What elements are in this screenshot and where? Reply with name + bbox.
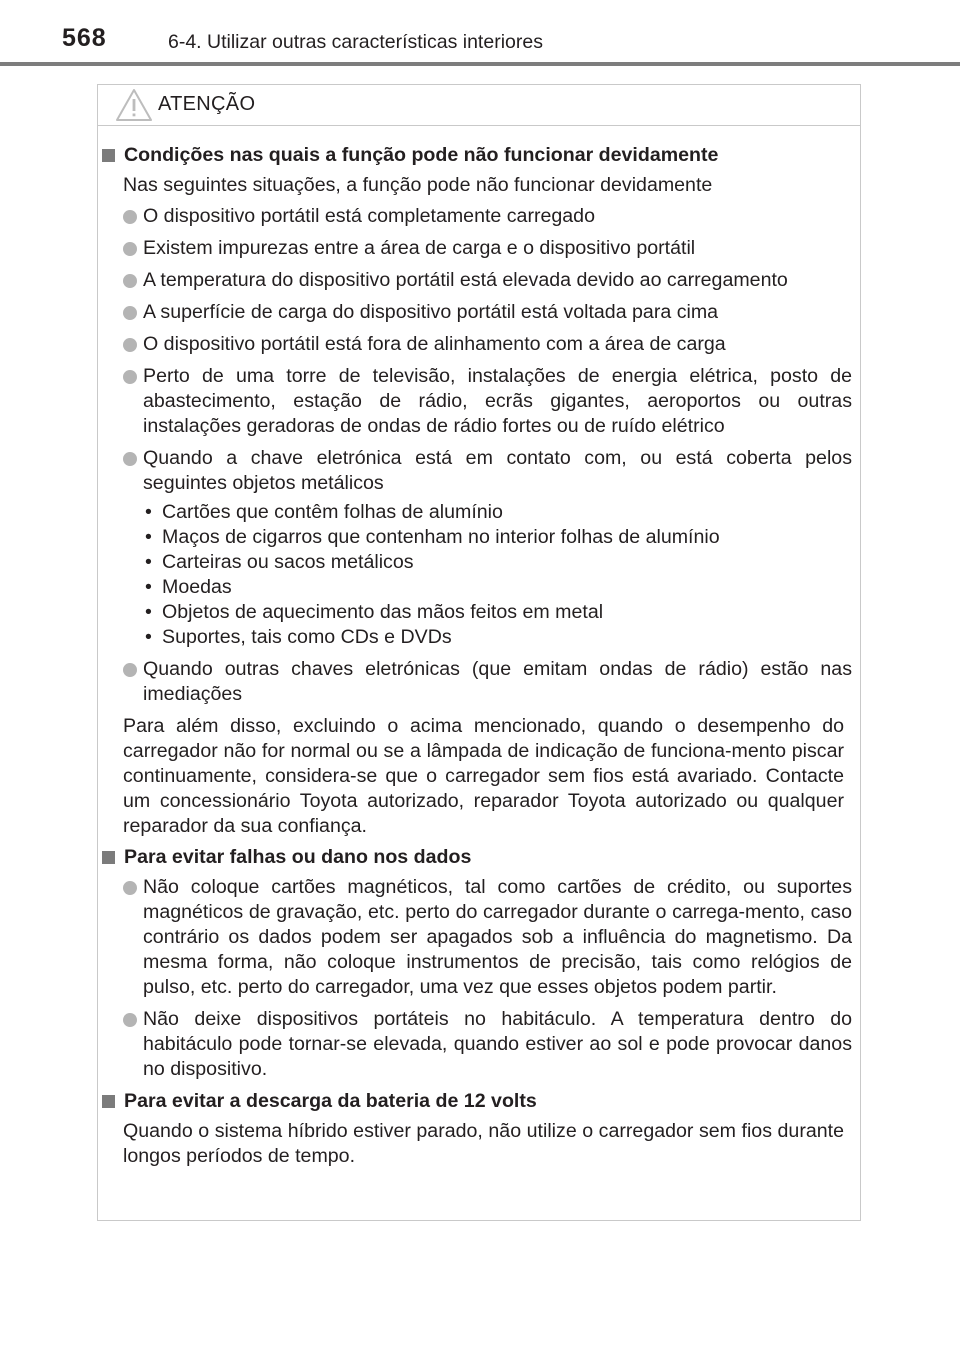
circle-bullet-icon (123, 663, 137, 677)
header-rule (0, 62, 960, 66)
list-item-text: Perto de uma torre de televisão, instalações de energia elétrica, posto de abastecimento, estação de rádio, ecrãs gigantes, aeroportos ou outras instalações geradoras de ondas de rádio fortes ou de ruído elétrico (143, 365, 852, 437)
list-item (98, 268, 860, 293)
list-item-text: A temperatura do dispositivo portátil está elevada devido ao carregamento (143, 269, 788, 291)
section-title: 6-4. Utilizar outras características interiores (168, 31, 543, 53)
list-item-text: Existem impurezas entre a área de carga e o dispositivo portátil (143, 237, 696, 259)
section-heading-text: Condições nas quais a função pode não funcionar devidamente (124, 144, 719, 166)
sub-list-item (143, 600, 852, 625)
circle-bullet-icon (123, 370, 137, 384)
sub-list-item-text: Maços de cigarros que contenham no interior folhas de alumínio (162, 526, 720, 548)
list-item (98, 446, 860, 650)
sub-bullet-mark: • (145, 601, 152, 623)
sub-bullet-mark: • (145, 501, 152, 523)
circle-bullet-icon (123, 210, 137, 224)
list-item (98, 332, 860, 357)
list-item (98, 236, 860, 261)
section-closing: Para além disso, excluindo o acima mencionado, quando o desempenho do carregador não for normal ou se a lâmpada de indicação de funciona-mento piscar continuamente, considera-se que o carregador sem fios está avariado. Contacte um concessionário Toyota autorizado, reparador Toyota autorizado ou qualquer reparador da sua confiança. (123, 715, 844, 837)
sub-list-item (143, 575, 852, 600)
list-item-text: Quando a chave eletrónica está em contato com, ou está coberta pelos seguintes objetos metálicos (143, 447, 852, 494)
section-heading (98, 1089, 860, 1114)
list-item-text: Não deixe dispositivos portáteis no habitáculo. A temperatura dentro do habitáculo pode tornar-se elevada, quando estiver ao sol e pode provocar danos no dispositivo. (143, 1008, 852, 1080)
list-item-text: A superfície de carga do dispositivo portátil está voltada para cima (143, 301, 719, 323)
sub-list-item (143, 525, 852, 550)
sub-bullet-mark: • (145, 626, 152, 648)
sub-bullet-mark: • (145, 576, 152, 598)
sub-list-item (143, 500, 852, 525)
circle-bullet-icon (123, 1013, 137, 1027)
circle-bullet-icon (123, 274, 137, 288)
sub-list-item-text: Suportes, tais como CDs e DVDs (162, 626, 452, 648)
sub-list-item (143, 625, 852, 650)
sub-bullet-mark: • (145, 526, 152, 548)
page-header (0, 0, 960, 70)
circle-bullet-icon (123, 242, 137, 256)
sub-list-item-text: Cartões que contêm folhas de alumínio (162, 501, 503, 523)
circle-bullet-icon (123, 338, 137, 352)
warning-content (98, 143, 860, 1175)
list-item (98, 657, 860, 707)
section-heading-text: Para evitar falhas ou dano nos dados (124, 846, 472, 868)
section-text: Quando o sistema híbrido estiver parado, não utilize o carregador sem fios durante longos períodos de tempo. (123, 1120, 844, 1167)
square-bullet-icon (102, 149, 115, 162)
sub-list-item (143, 550, 852, 575)
warning-triangle-icon (115, 88, 153, 122)
warning-label: ATENÇÃO (158, 93, 256, 115)
metal-objects-list (143, 500, 852, 650)
list-item-text: Quando outras chaves eletrónicas (que emitam ondas de rádio) estão nas imediações (143, 658, 852, 705)
section-heading-text: Para evitar a descarga da bateria de 12 volts (124, 1090, 537, 1112)
circle-bullet-icon (123, 881, 137, 895)
list-item-text: O dispositivo portátil está completamente carregado (143, 205, 595, 227)
list-item (98, 875, 860, 1000)
list-item-text: Não coloque cartões magnéticos, tal como cartões de crédito, ou suportes magnéticos de gravação, etc. perto do carregador durante o carrega-mento, caso contrário os dados podem ser apagados sob a influência do magnetismo. Da mesma forma, não coloque instrumentos de precisão, tais como relógios de pulso, etc. perto do carregador, uma vez que esses objetos podem partir. (143, 876, 852, 998)
square-bullet-icon (102, 1095, 115, 1108)
list-item (98, 204, 860, 229)
section-intro: Nas seguintes situações, a função pode não funcionar devidamente (123, 174, 713, 196)
warning-box (97, 84, 861, 1221)
section-heading (98, 143, 860, 168)
list-item (98, 300, 860, 325)
list-item (98, 1007, 860, 1082)
circle-bullet-icon (123, 306, 137, 320)
list-item (98, 364, 860, 439)
sub-list-item-text: Carteiras ou sacos metálicos (162, 551, 414, 573)
section-heading (98, 845, 860, 870)
sub-bullet-mark: • (145, 551, 152, 573)
square-bullet-icon (102, 851, 115, 864)
circle-bullet-icon (123, 452, 137, 466)
sub-list-item-text: Objetos de aquecimento das mãos feitos em metal (162, 601, 604, 623)
list-item-text: O dispositivo portátil está fora de alinhamento com a área de carga (143, 333, 726, 355)
warning-header (98, 85, 860, 126)
page-number: 568 (62, 24, 107, 52)
sub-list-item-text: Moedas (162, 576, 232, 598)
